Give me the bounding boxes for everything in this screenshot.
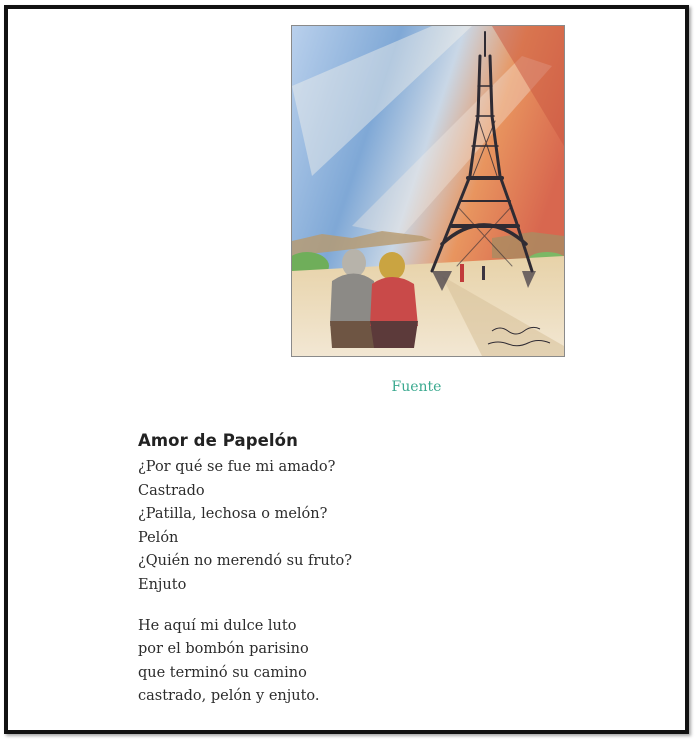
poem-line: ¿Por qué se fue mi amado? bbox=[138, 459, 336, 475]
poem-line: ¿Quién no merendó su fruto? bbox=[138, 553, 353, 570]
stanza-2 bbox=[138, 615, 618, 709]
poem-title: Amor de Papelón bbox=[138, 431, 298, 450]
poem-line: He aquí mi dulce luto bbox=[138, 617, 297, 634]
poem-line: Pelón bbox=[138, 529, 179, 546]
poem-line: por el bombón parisino bbox=[138, 641, 309, 658]
eiffel-tower-painting bbox=[291, 25, 565, 357]
poem-line: castrado, pelón y enjuto. bbox=[138, 688, 320, 705]
stanza-1 bbox=[138, 456, 618, 598]
poem-line: Castrado bbox=[138, 482, 205, 499]
poem-line: ¿Patilla, lechosa o melón? bbox=[138, 506, 328, 523]
page-frame bbox=[4, 5, 689, 734]
poem-line: que terminó su camino bbox=[138, 664, 307, 681]
poem bbox=[138, 431, 618, 726]
poem-line: Enjuto bbox=[138, 576, 187, 593]
source-link[interactable]: Fuente bbox=[391, 379, 442, 395]
